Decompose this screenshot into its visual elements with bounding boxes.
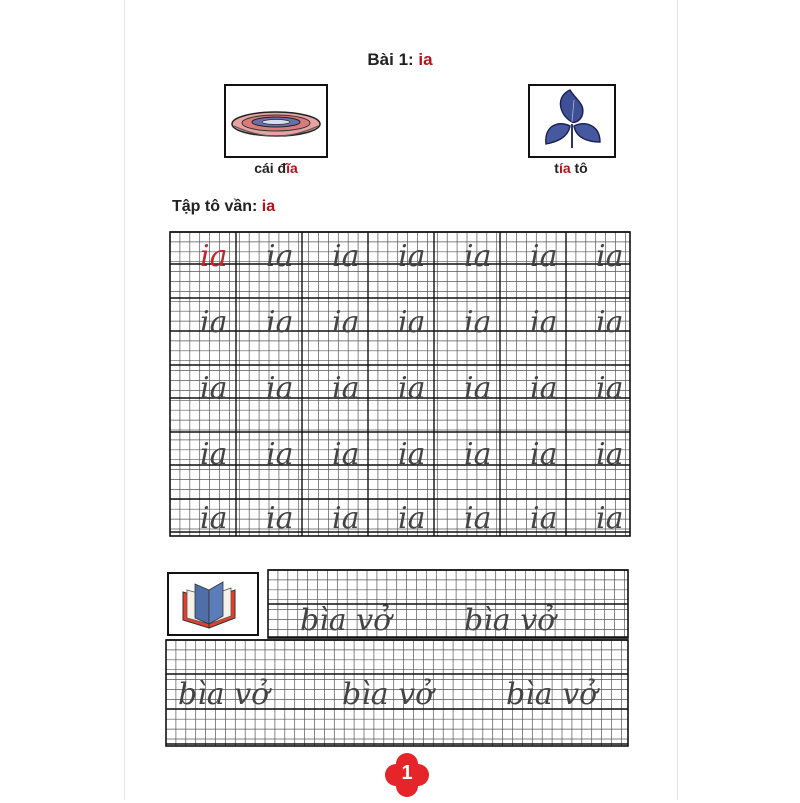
traced-vowel: ia: [200, 437, 228, 472]
traced-vowel: ia: [398, 371, 426, 406]
page-number: 1: [401, 762, 413, 784]
lesson-title: [0, 50, 800, 70]
lesson-title-prefix: Bài 1:: [367, 50, 414, 69]
traced-vowel: ia: [530, 437, 558, 472]
traced-vowel: ia: [266, 501, 294, 536]
traced-vowel: ia: [464, 437, 492, 472]
traced-vowel: ia: [398, 239, 426, 274]
traced-vowel: ia: [530, 305, 558, 340]
leaf-caption: tía tô: [554, 160, 588, 176]
traced-word: bìa vở: [506, 677, 598, 712]
traced-vowel: ia: [596, 305, 624, 340]
traced-vowel: ia: [596, 437, 624, 472]
traced-vowel: ia: [266, 371, 294, 406]
notebook-icon: [169, 574, 257, 634]
traced-word: bìa vở: [464, 603, 556, 638]
notebook-picture-box: [167, 572, 259, 636]
traced-vowel: ia: [464, 305, 492, 340]
traced-vowel: ia: [332, 305, 360, 340]
traced-vowel: ia: [596, 371, 624, 406]
traced-word: bìa vở: [178, 677, 270, 712]
traced-vowel: ia: [332, 371, 360, 406]
traced-vowel: ia: [464, 501, 492, 536]
traced-vowel: ia: [332, 437, 360, 472]
traced-vowel: ia: [266, 239, 294, 274]
traced-vowel: ia: [398, 501, 426, 536]
plate-caption: cái đĩa: [254, 160, 298, 176]
perilla-leaf-icon: [530, 86, 614, 156]
traced-vowel: ia: [266, 437, 294, 472]
word-grid-row-2: [166, 640, 628, 746]
traced-vowel: ia: [266, 305, 294, 340]
traced-vowel: ia: [596, 501, 624, 536]
traced-vowel: ia: [530, 239, 558, 274]
plate-icon: [226, 86, 326, 156]
leaf-picture-box: [528, 84, 616, 158]
lesson-title-vowel: ia: [418, 50, 433, 69]
traced-vowel: ia: [530, 371, 558, 406]
page-number-badge: [384, 752, 430, 798]
traced-vowel: ia: [200, 371, 228, 406]
traced-vowel: ia: [200, 305, 228, 340]
word-grid-row-1: [268, 570, 628, 638]
tracing-grid: [170, 232, 630, 536]
traced-vowel: ia: [596, 239, 624, 274]
traced-vowel: ia: [332, 501, 360, 536]
traced-word: bìa vở: [300, 603, 392, 638]
traced-vowel: ia: [200, 239, 228, 274]
traced-vowel: ia: [398, 437, 426, 472]
traced-vowel: ia: [398, 305, 426, 340]
traced-vowel: ia: [464, 371, 492, 406]
practice-label: Tập tô vần: ia: [172, 198, 276, 215]
plate-picture-box: [224, 84, 328, 158]
traced-vowel: ia: [464, 239, 492, 274]
traced-vowel: ia: [200, 501, 228, 536]
traced-word: bìa vở: [342, 677, 434, 712]
traced-vowel: ia: [530, 501, 558, 536]
traced-vowel: ia: [332, 239, 360, 274]
